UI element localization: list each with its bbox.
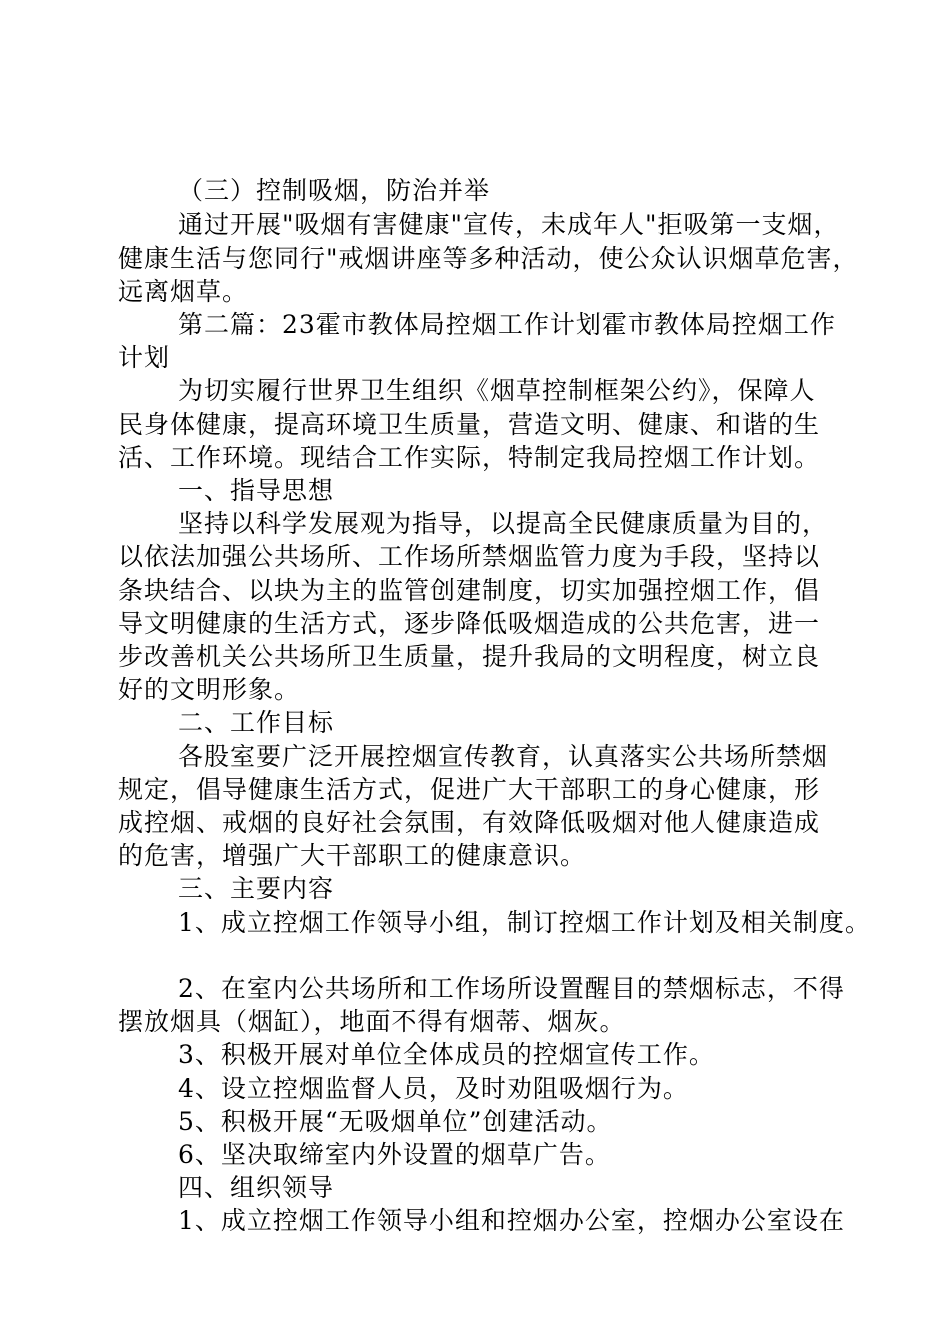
- paragraph-line: 民身体健康，提高环境卫生质量，营造文明、健康、和谐的生: [118, 410, 821, 439]
- section-heading: 四、组织领导: [178, 1173, 335, 1202]
- chapter-title-line: 第二篇：23霍市教体局控烟工作计划霍市教体局控烟工作: [178, 310, 836, 339]
- list-item: 5、积极开展“无吸烟单位”创建活动。: [178, 1107, 613, 1136]
- paragraph-line: 好的文明形象。: [118, 675, 301, 704]
- paragraph-line: 坚持以科学发展观为指导，以提高全民健康质量为目的，: [178, 509, 829, 538]
- section-heading: 一、指导思想: [178, 476, 335, 505]
- list-item: 3、积极开展对单位全体成员的控烟宣传工作。: [178, 1040, 715, 1069]
- paragraph-line: 导文明健康的生活方式，逐步降低吸烟造成的公共危害，进一: [118, 609, 821, 638]
- paragraph-line: 健康生活与您同行"戒烟讲座等多种活动，使公众认识烟草危害，: [118, 244, 859, 273]
- list-item: 1、成立控烟工作领导小组和控烟办公室，控烟办公室设在: [178, 1206, 845, 1235]
- paragraph-line: 条块结合、以块为主的监管创建制度，切实加强控烟工作，倡: [118, 576, 821, 605]
- paragraph-line: 活、工作环境。现结合工作实际，特制定我局控烟工作计划。: [118, 443, 821, 472]
- paragraph-line: 以依法加强公共场所、工作场所禁烟监管力度为手段，坚持以: [118, 542, 821, 571]
- list-item: 1、成立控烟工作领导小组，制订控烟工作计划及相关制度。: [178, 908, 871, 937]
- list-item: 6、坚决取缔室内外设置的烟草广告。: [178, 1140, 611, 1169]
- paragraph-line: 远离烟草。: [118, 277, 249, 306]
- list-item: 4、设立控烟监督人员，及时劝阻吸烟行为。: [178, 1074, 689, 1103]
- chapter-title-line: 计划: [118, 343, 171, 372]
- paragraph-line: 的危害，增强广大干部职工的健康意识。: [118, 841, 587, 870]
- section-heading: 三、主要内容: [178, 874, 335, 903]
- paragraph-line: 通过开展"吸烟有害健康"宣传，未成年人"拒吸第一支烟，: [178, 210, 840, 239]
- paragraph-line: 规定，倡导健康生活方式，促进广大干部职工的身心健康，形: [118, 775, 821, 804]
- list-item: 摆放烟具（烟缸），地面不得有烟蒂、烟灰。: [118, 1007, 626, 1036]
- section-heading: （三）控制吸烟，防治并举: [178, 176, 491, 205]
- paragraph-line: 成控烟、戒烟的良好社会氛围，有效降低吸烟对他人健康造成: [118, 808, 821, 837]
- list-item: 2、在室内公共场所和工作场所设置醒目的禁烟标志，不得: [178, 974, 845, 1003]
- section-heading: 二、工作目标: [178, 708, 335, 737]
- paragraph-line: 步改善机关公共场所卫生质量，提升我局的文明程度，树立良: [118, 642, 821, 671]
- paragraph-line: 各股室要广泛开展控烟宣传教育，认真落实公共场所禁烟: [178, 742, 829, 771]
- paragraph-line: 为切实履行世界卫生组织《烟草控制框架公约》，保障人: [178, 376, 816, 405]
